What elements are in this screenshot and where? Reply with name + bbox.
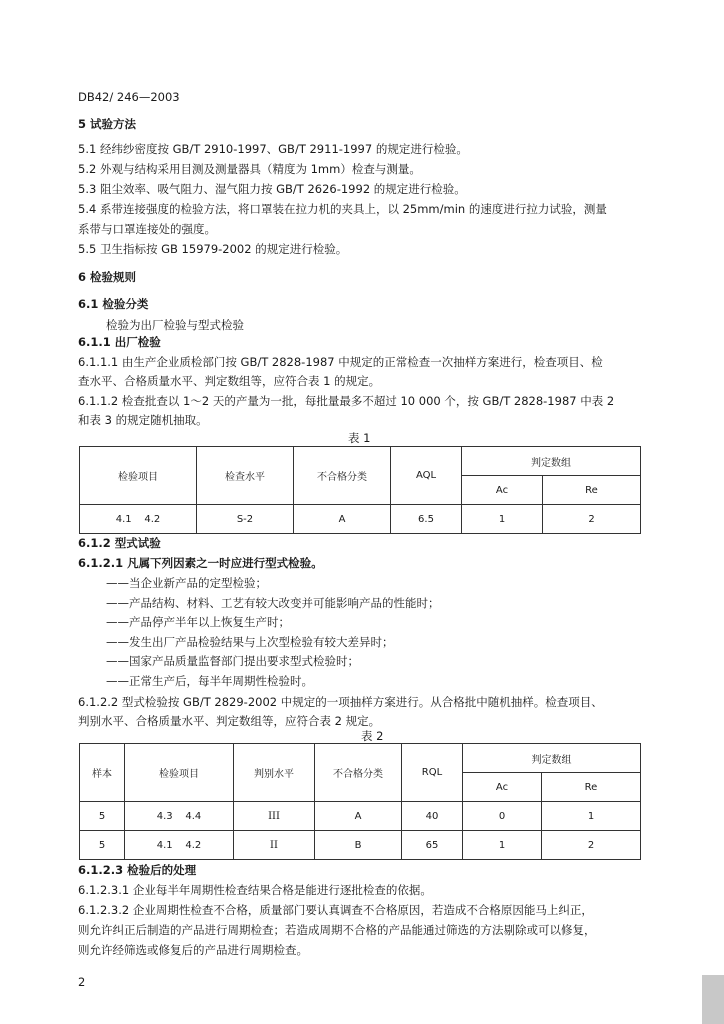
table-header: 检查水平	[197, 447, 294, 505]
table-cell: S-2	[197, 505, 294, 534]
table-1	[79, 446, 641, 534]
clause-5-1: 5.1 经纬纱密度按 GB/T 2910-1997、GB/T 2911-1997 的规定进行检验。	[78, 142, 468, 156]
page-number: 2	[78, 975, 86, 989]
clause-6-1-2-3-2-cont: 则允许纠正后制造的产品进行周期检查；若造成周期不合格的产品能通过筛选的方法剔除或可以修复，	[78, 923, 596, 937]
list-item: ——发生出厂产品检验结果与上次型检验有较大差异时；	[106, 635, 394, 649]
list-item: ——正常生产后，每半年周期性检验时。	[106, 674, 313, 688]
clause-6-1-2-3-1: 6.1.2.3.1 企业每半年周期性检查结果合格是能进行逐批检查的依据。	[78, 883, 432, 897]
table-header: 检验项目	[125, 744, 234, 802]
table-cell: 5	[80, 831, 125, 860]
clause-5-4: 5.4 系带连接强度的检验方法，将口罩装在拉力机的夹具上，以 25mm/min 的速度进行拉力试验，测量	[78, 202, 607, 216]
table-header: AQL	[391, 447, 462, 505]
table-header: Ac	[463, 773, 542, 802]
table-cell: B	[315, 831, 402, 860]
clause-6-1: 6.1 检验分类	[78, 297, 149, 311]
table-header: 检验项目	[80, 447, 197, 505]
section-6-title: 6 检验规则	[78, 270, 137, 284]
table-header: 判别水平	[234, 744, 315, 802]
table-cell: 4.1 4.2	[80, 505, 197, 534]
table-header: 不合格分类	[294, 447, 391, 505]
document-code: DB42/ 246—2003	[78, 90, 180, 104]
table-cell: 0	[463, 802, 542, 831]
table-header: RQL	[402, 744, 463, 802]
table-cell: III	[234, 802, 315, 831]
table-1-caption: 表 1	[348, 431, 371, 445]
clause-6-1-2-3-2-cont: 则允许经筛选或修复后的产品进行周期检查。	[78, 943, 308, 957]
clause-6-1-2-1: 6.1.2.1 凡属下列因素之一时应进行型式检验。	[78, 556, 323, 570]
table-header: Re	[543, 476, 641, 505]
table-cell: 2	[542, 831, 641, 860]
table-header: 判定数组	[462, 447, 641, 476]
list-item: ——国家产品质量监督部门提出要求型式检验时；	[106, 654, 359, 668]
clause-6-1-1-1-cont: 查水平、合格质量水平、判定数组等，应符合表 1 的规定。	[78, 374, 381, 388]
table-cell: 1	[462, 505, 543, 534]
clause-6-1-1: 6.1.1 出厂检验	[78, 335, 161, 349]
clause-5-2: 5.2 外观与结构采用目测及测量器具（精度为 1mm）检查与测量。	[78, 162, 421, 176]
clause-6-1-1-2: 6.1.1.2 检查批查以 1～2 天的产量为一批，每批量最多不超过 10 000 个，按 GB/T 2828-1987 中表 2	[78, 394, 615, 408]
clause-6-1-2-2: 6.1.2.2 型式检验按 GB/T 2829-2002 中规定的一项抽样方案进行。从合格批中随机抽样。检查项目、	[78, 695, 603, 709]
table-cell: A	[315, 802, 402, 831]
section-5-title: 5 试验方法	[78, 117, 137, 131]
table-cell: 2	[543, 505, 641, 534]
table-2-caption: 表 2	[361, 729, 384, 743]
table-row	[80, 505, 641, 534]
table-cell: II	[234, 831, 315, 860]
table-row	[80, 831, 641, 860]
table-header: 不合格分类	[315, 744, 402, 802]
table-header: 样本	[80, 744, 125, 802]
table-header: 判定数组	[463, 744, 641, 773]
clause-6-1-1-1: 6.1.1.1 由生产企业质检部门按 GB/T 2828-1987 中规定的正常检查一次抽样方案进行，检查项目、检	[78, 355, 603, 369]
clause-6-1-1-2-cont: 和表 3 的规定随机抽取。	[78, 413, 208, 427]
table-cell: 1	[542, 802, 641, 831]
clause-5-5: 5.5 卫生指标按 GB 15979-2002 的规定进行检验。	[78, 242, 348, 256]
table-header: Ac	[462, 476, 543, 505]
clause-6-1-2-2-cont: 判别水平、合格质量水平、判定数组等，应符合表 2 规定。	[78, 714, 381, 728]
scroll-edge-bar	[702, 975, 724, 1024]
table-cell: 40	[402, 802, 463, 831]
table-cell: 4.3 4.4	[125, 802, 234, 831]
table-cell: 65	[402, 831, 463, 860]
clause-5-4-cont: 系带与口罩连接处的强度。	[78, 222, 216, 236]
table-cell: 6.5	[391, 505, 462, 534]
table-header: Re	[542, 773, 641, 802]
table-cell: 5	[80, 802, 125, 831]
list-item: ——产品停产半年以上恢复生产时；	[106, 615, 290, 629]
clause-6-1-text: 检验为出厂检验与型式检验	[106, 318, 244, 332]
table-2	[79, 743, 641, 860]
clause-5-3: 5.3 阻尘效率、吸气阻力、湿气阻力按 GB/T 2626-1992 的规定进行检验。	[78, 182, 466, 196]
table-cell: 1	[463, 831, 542, 860]
list-item: ——当企业新产品的定型检验；	[106, 576, 267, 590]
table-cell: 4.1 4.2	[125, 831, 234, 860]
clause-6-1-2-3-2: 6.1.2.3.2 企业周期性检查不合格，质量部门要认真调查不合格原因，若造成不合格原因能马上纠正，	[78, 903, 593, 917]
clause-6-1-2: 6.1.2 型式试验	[78, 536, 161, 550]
list-item: ——产品结构、材料、工艺有较大改变并可能影响产品的性能时；	[106, 596, 440, 610]
table-cell: A	[294, 505, 391, 534]
clause-6-1-2-3: 6.1.2.3 检验后的处理	[78, 863, 197, 877]
table-row	[80, 802, 641, 831]
